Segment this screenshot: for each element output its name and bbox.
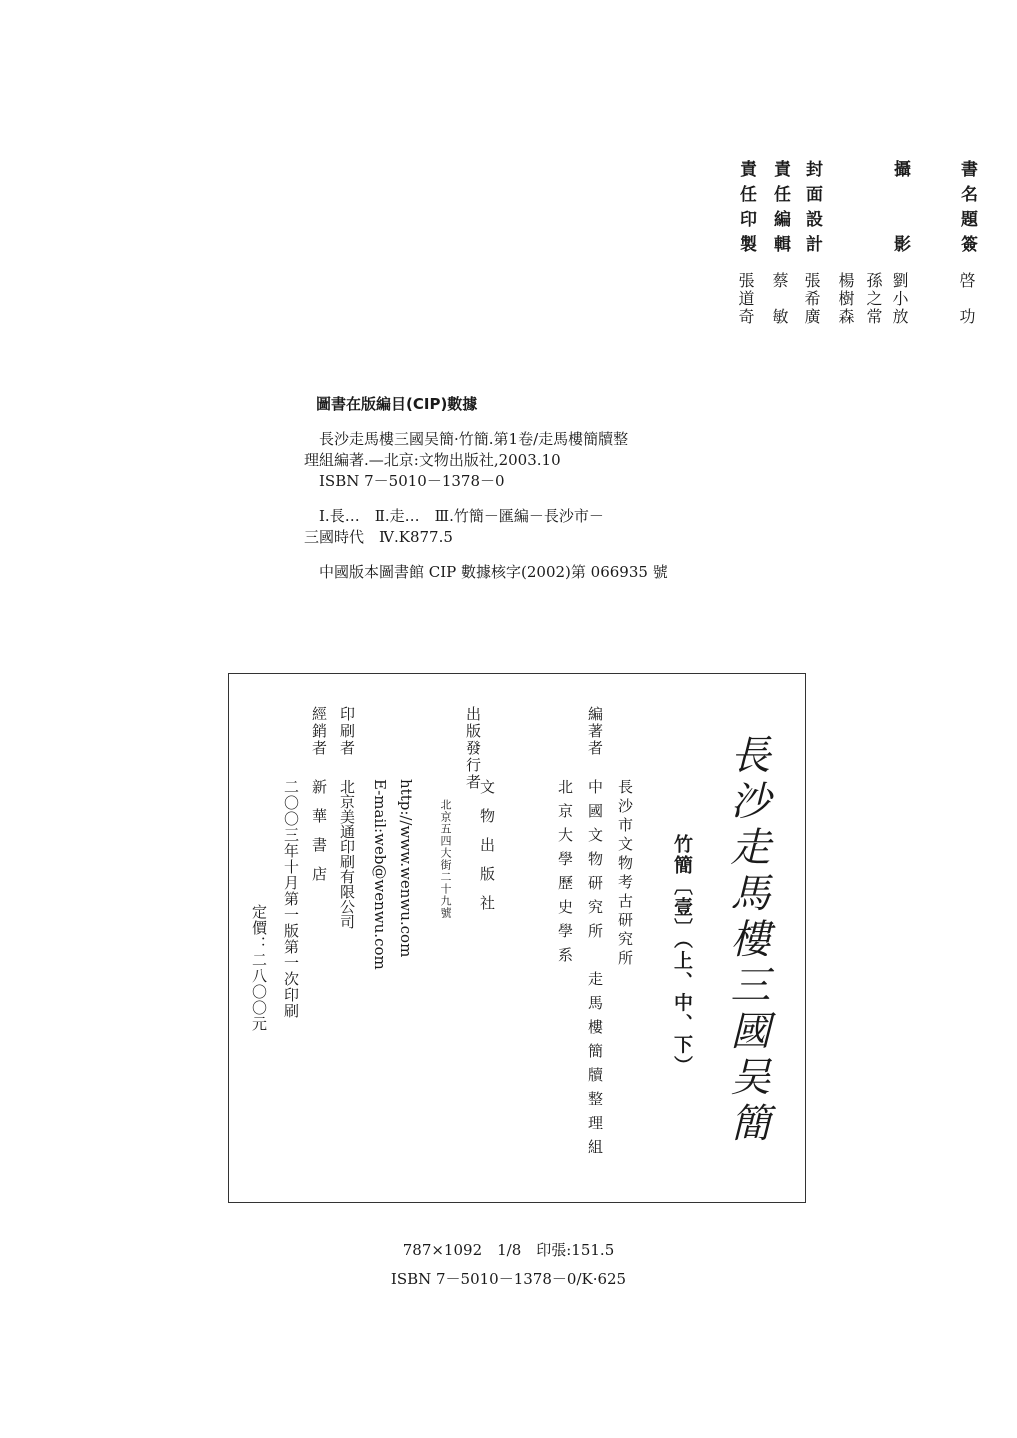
cip-block	[304, 394, 724, 583]
printer-name: 北京美通印刷有限公司	[338, 779, 356, 929]
distributor-name: 新華書店	[310, 779, 328, 895]
book-title-calligraphy: 長沙走馬樓三國吴簡	[724, 734, 770, 1148]
credit-person-photographer-1: 劉小放	[890, 272, 909, 326]
credit-role-title-calligraphy: 書名題簽	[957, 160, 977, 260]
edition-info: 二〇〇三年十月第一版第一次印刷	[282, 779, 300, 1019]
volume-title: 竹簡〔壹〕（上、中、下）	[671, 834, 693, 1077]
publisher-label: 出版發行者	[464, 706, 482, 791]
editors-label: 編著者	[586, 706, 604, 757]
credit-person-editor: 蔡 敏	[770, 272, 789, 326]
editor-1: 長沙市文物考古研究所	[616, 779, 634, 969]
distributor-label: 經銷者	[310, 706, 328, 757]
credit-person-photographer-3: 楊樹森	[836, 272, 855, 326]
editor-2: 中國文物研究所 走馬樓簡牘整理組	[586, 779, 604, 1163]
credits-block	[730, 160, 980, 335]
isbn-line: ISBN 7－5010－1378－0/K·625	[390, 1270, 627, 1288]
publisher-name: 文物出版社	[478, 779, 496, 924]
printer-label: 印刷者	[338, 706, 356, 757]
spec-block	[0, 1236, 1017, 1294]
editor-3: 北京大學歷史學系	[556, 779, 574, 971]
cip-line-6: 中國版本圖書館 CIP 數據核字(2002)第 066935 號	[319, 563, 668, 581]
credit-person-photographer-2: 孫之常	[864, 272, 883, 326]
cip-line-5: 三國時代 Ⅳ.K877.5	[304, 528, 453, 546]
cip-heading: 圖書在版編目(CIP)數據	[316, 395, 478, 413]
publisher-website: http://www.wenwu.com	[397, 779, 415, 958]
credit-person-cover-designer: 張希廣	[802, 272, 821, 326]
credit-role-print-production: 責任印製	[736, 160, 756, 260]
price-info: 定價：二八〇〇元	[250, 904, 268, 1032]
cip-line-3: ISBN 7－5010－1378－0	[319, 472, 505, 490]
publisher-address: 北京五四大街二十九號	[439, 799, 452, 919]
publisher-email: E-mail:web@wenwu.com	[371, 779, 389, 970]
credit-role-editor: 責任編輯	[770, 160, 790, 260]
credit-role-cover-design: 封面設計	[802, 160, 822, 260]
cip-line-4: Ⅰ.長… Ⅱ.走… Ⅲ.竹簡－匯編－長沙市－	[319, 507, 604, 525]
cip-line-1: 長沙走馬樓三國吴簡·竹簡.第1卷/走馬樓簡牘整	[319, 430, 629, 448]
cip-line-2: 理組編著.—北京:文物出版社,2003.10	[304, 451, 561, 469]
credit-person-print-producer: 張道奇	[736, 272, 755, 326]
credit-person-calligrapher: 啓 功	[957, 272, 976, 326]
format-line: 787×1092 1/8 印張:151.5	[402, 1241, 615, 1259]
colophon-box	[228, 673, 806, 1203]
credit-role-photography: 攝 影	[890, 160, 910, 260]
